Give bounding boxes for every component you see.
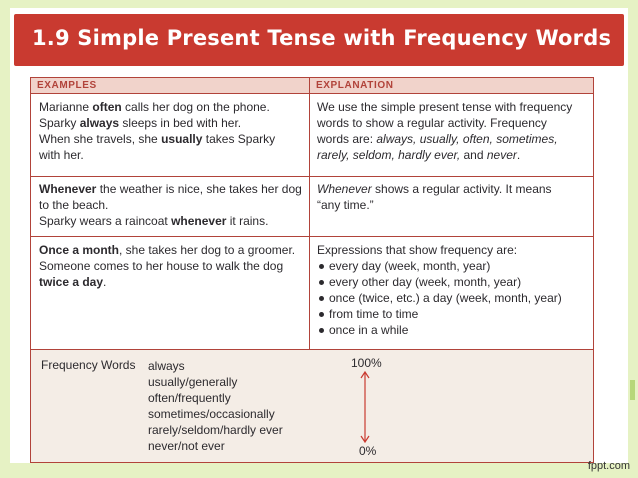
text-run: . (516, 148, 521, 162)
text-run: We use the simple present tense with frequency (317, 100, 573, 114)
frequency-expressions-list (317, 258, 562, 338)
italic-term: rarely, seldom, hardly ever, (317, 148, 461, 162)
text-run: , she takes her dog to a groomer. (119, 243, 296, 257)
text-run: calls her dog on the phone. (121, 100, 270, 114)
text-run: to the beach. (39, 198, 109, 212)
text-run: with her. (39, 148, 84, 162)
list-item: sometimes/occasionally (148, 407, 275, 421)
italic-term: Whenever (317, 182, 372, 196)
list-item: every day (week, month, year) (317, 258, 562, 274)
list-item: once (twice, etc.) a day (week, month, year) (317, 290, 562, 306)
text-run: words are: (317, 132, 377, 146)
text-run: takes Sparky (202, 132, 276, 146)
text-line (317, 131, 572, 147)
text-line (39, 115, 275, 131)
row-3-explanation-text (317, 242, 562, 258)
percent-top: 100% (351, 356, 382, 370)
text-line (317, 242, 562, 258)
text-run: and (460, 148, 487, 162)
italic-term: always, usually, often, sometimes, (376, 132, 558, 146)
bold-term: Once a month (39, 243, 120, 257)
bold-term: Whenever (39, 182, 97, 196)
row-1-examples (39, 99, 275, 163)
examples-header: EXAMPLES (31, 78, 309, 94)
list-item: never/not ever (148, 439, 225, 453)
list-item: rarely/seldom/hardly ever (148, 423, 283, 437)
text-line (39, 181, 302, 197)
text-run: it rains. (226, 214, 269, 228)
text-line (317, 115, 572, 131)
row-1-explanation (317, 99, 572, 163)
frequency-words-label: Frequency Words (41, 358, 136, 372)
row-divider (31, 176, 593, 177)
double-arrow-icon (357, 370, 373, 444)
text-line (39, 147, 275, 163)
text-line (39, 274, 295, 290)
text-line (39, 99, 275, 115)
text-line (317, 181, 552, 197)
watermark: fppt.com (587, 460, 630, 472)
italic-term: never (486, 148, 517, 162)
text-line (317, 99, 572, 115)
page-title: 1.9 Simple Present Tense with Frequency Words (32, 26, 612, 50)
percent-bottom: 0% (359, 444, 377, 458)
row-divider (31, 236, 593, 237)
text-run: sleeps in bed with her. (119, 116, 242, 130)
frequency-words-list (148, 358, 283, 454)
text-line (39, 242, 295, 258)
row-3-examples (39, 242, 295, 290)
text-run: Sparky (39, 116, 80, 130)
title-bar (14, 14, 624, 66)
text-run: Expressions that show frequency are: (317, 243, 518, 257)
text-run: words to show a regular activity. Frequency (317, 116, 547, 130)
row-2-explanation (317, 181, 552, 213)
row-2-examples (39, 181, 302, 229)
list-item: once in a while (317, 322, 562, 338)
text-run: the weather is nice, she takes her dog (96, 182, 302, 196)
grammar-table (30, 77, 594, 463)
list-item: from time to time (317, 306, 562, 322)
list-item: always (148, 359, 185, 373)
text-run: When she travels, she (39, 132, 162, 146)
text-line (39, 258, 295, 274)
text-run: Marianne (39, 100, 93, 114)
text-run: shows a regular activity. It means (371, 182, 552, 196)
text-line (317, 147, 572, 163)
decorative-bar (630, 380, 635, 400)
text-line (39, 197, 302, 213)
list-item: usually/generally (148, 375, 238, 389)
bold-term: twice a day (39, 275, 104, 289)
bold-term: often (92, 100, 122, 114)
text-run: . (103, 275, 107, 289)
text-line (317, 197, 552, 213)
list-item: often/frequently (148, 391, 231, 405)
text-run: “any time.” (317, 198, 374, 212)
text-line (39, 213, 302, 229)
text-run: Someone comes to her house to walk the dog (39, 259, 284, 273)
column-divider (309, 94, 310, 349)
explanation-header: EXPLANATION (309, 78, 593, 94)
frequency-words-panel (31, 350, 593, 462)
row-3-explanation (317, 242, 562, 338)
bold-term: usually (161, 132, 203, 146)
bold-term: always (79, 116, 120, 130)
list-item: every other day (week, month, year) (317, 274, 562, 290)
bold-term: whenever (171, 214, 227, 228)
text-run: Sparky wears a raincoat (39, 214, 172, 228)
text-line (39, 131, 275, 147)
